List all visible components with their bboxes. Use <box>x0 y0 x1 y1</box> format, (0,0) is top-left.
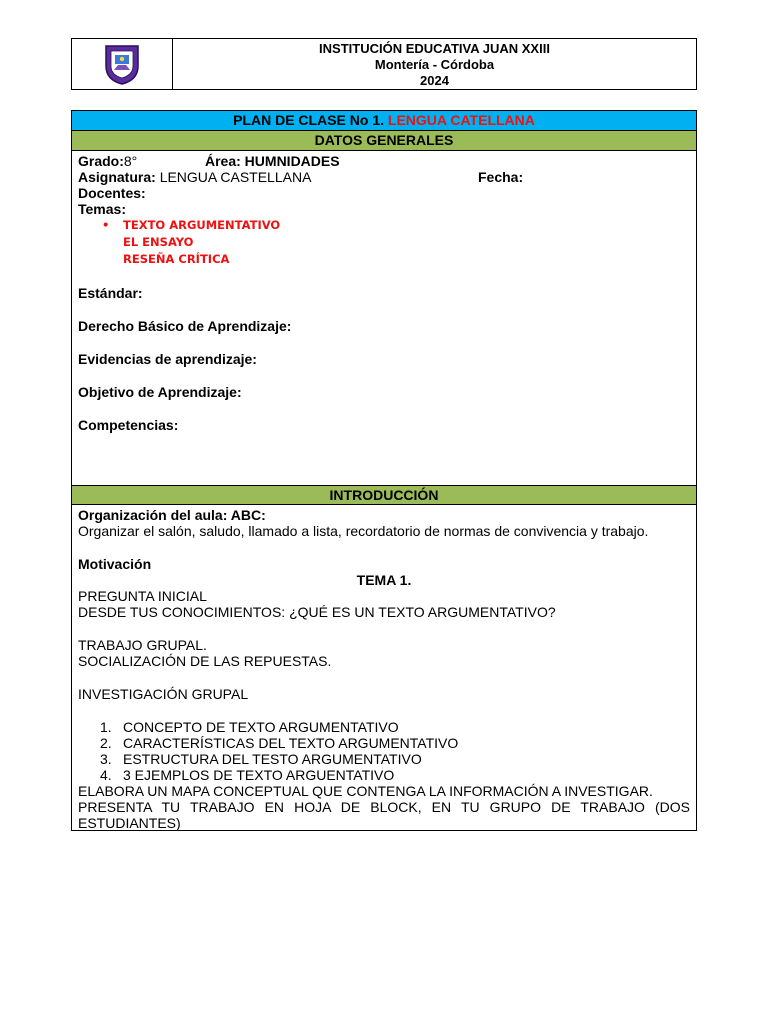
dba-label: Derecho Básico de Aprendizaje: <box>78 318 292 334</box>
bullet-icon: • <box>102 218 110 232</box>
presenta-text-line2: ESTUDIANTES) <box>78 815 181 831</box>
socializacion-text: SOCIALIZACIÓN DE LAS REPUESTAS. <box>78 653 332 669</box>
tema-label: TEMA 1. <box>356 572 412 588</box>
area-label: Área: HUMNIDADES <box>205 153 340 169</box>
list-item: 4. 3 EJEMPLOS DE TEXTO ARGUENTATIVO <box>100 767 395 783</box>
estandar-label: Estándar: <box>78 285 143 301</box>
fecha-label: Fecha: <box>478 169 524 185</box>
section-datos-generales: DATOS GENERALES <box>72 131 696 151</box>
lesson-plan-table <box>71 110 697 831</box>
org-text: Organizar el salón, saludo, llamado a lista, recordatorio de normas de convivencia y trabajo. <box>78 523 649 539</box>
grado-row: Grado:8° Área: HUMNIDADES <box>78 153 340 169</box>
investigacion-label: INVESTIGACIÓN GRUPAL <box>78 686 249 702</box>
plan-title: PLAN DE CLASE No 1. LENGUA CATELLANA <box>72 111 696 131</box>
objetivo-label: Objetivo de Aprendizaje: <box>78 384 242 400</box>
introduccion-body <box>72 505 696 831</box>
asignatura-value: LENGUA CASTELLANA <box>159 169 312 185</box>
motivacion-label: Motivación <box>78 556 152 572</box>
institution-year: 2024 <box>420 73 449 88</box>
list-item: EL ENSAYO <box>123 235 194 249</box>
temas-list <box>78 217 690 268</box>
section-introduccion: INTRODUCCIÓN <box>72 485 696 505</box>
logo-cell <box>72 39 173 89</box>
temas-label: Temas: <box>78 201 126 217</box>
datos-generales-body <box>72 151 696 485</box>
list-item: • TEXTO ARGUMENTATIVO <box>102 218 281 232</box>
list-item: 1. CONCEPTO DE TEXTO ARGUMENTATIVO <box>100 719 399 735</box>
header-table <box>71 38 697 90</box>
grado-value: 8° <box>123 153 138 169</box>
evidencias-label: Evidencias de aprendizaje: <box>78 351 257 367</box>
trabajo-label: TRABAJO GRUPAL. <box>78 637 207 653</box>
asignatura-row: Asignatura: LENGUA CASTELLANA Fecha: <box>78 169 524 185</box>
list-item: 3. ESTRUCTURA DEL TESTO ARGUMENTATIVO <box>100 751 422 767</box>
institution-info <box>173 39 696 89</box>
list-item: 2. CARACTERÍSTICAS DEL TEXTO ARGUMENTATIVO <box>100 735 459 751</box>
plan-subject: LENGUA CATELLANA <box>387 112 535 128</box>
competencias-label: Competencias: <box>78 417 179 433</box>
investigacion-list <box>78 719 690 783</box>
docentes-label: Docentes: <box>78 185 146 201</box>
presenta-text-line1: PRESENTA TU TRABAJO EN HOJA DE BLOCK, EN TU GRUPO DE TRABAJO (DOS <box>78 799 690 815</box>
org-label: Organización del aula: ABC: <box>78 507 266 523</box>
school-crest-icon <box>102 42 142 86</box>
institution-name: INSTITUCIÓN EDUCATIVA JUAN XXIII <box>319 41 550 56</box>
pregunta-text: DESDE TUS CONOCIMIENTOS: ¿QUÉ ES UN TEXTO ARGUMENTATIVO? <box>78 604 556 620</box>
elabora-text: ELABORA UN MAPA CONCEPTUAL QUE CONTENGA LA INFORMACIÓN A INVESTIGAR. <box>78 783 653 799</box>
pregunta-label: PREGUNTA INICIAL <box>78 588 207 604</box>
list-item: RESEÑA CRÍTICA <box>123 252 230 266</box>
institution-city: Montería - Córdoba <box>374 57 495 72</box>
